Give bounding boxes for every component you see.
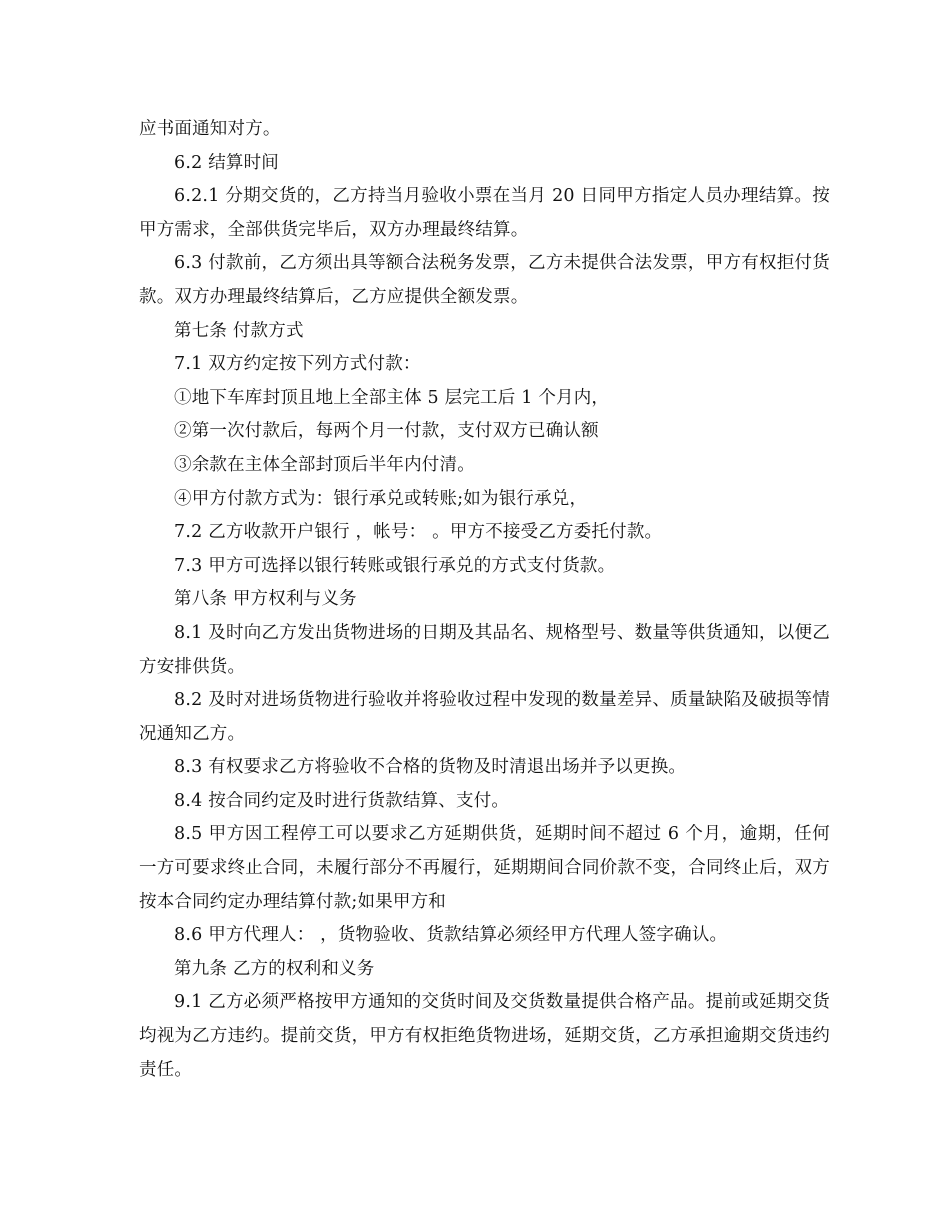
paragraph-7-3: 7.3 甲方可选择以银行转账或银行承兑的方式支付货款。 <box>174 555 616 576</box>
paragraph-7-2: 7.2 乙方收款开户银行 ，帐号： 。甲方不接受乙方委托付款。 <box>174 522 663 543</box>
paragraph-8-5: 8.5 甲方因工程停工可以要求乙方延期供货，延期时间不超过 6 个月，逾期，任何一方可要求终止合同，未履行部分不再履行，延期期间合同价款不变，合同终止后，双方按本合同约定办理结算付款;如果甲方和 <box>139 824 830 912</box>
paragraph-9-1: 9.1 乙方必须严格按甲方通知的交货时间及交货数量提供合格产品。提前或延期交货均视为乙方违约。提前交货，甲方有权拒绝货物进场，延期交货，乙方承担逾期交货违约责任。 <box>139 992 830 1080</box>
list-item-7-1-4: ④甲方付款方式为：银行承兑或转账;如为银行承兑， <box>174 488 588 509</box>
paragraph-6-2-1: 6.2.1 分期交货的，乙方持当月验收小票在当月 20 日同甲方指定人员办理结算。按甲方需求，全部供货完毕后，双方办理最终结算。 <box>139 186 830 240</box>
paragraph-8-4: 8.4 按合同约定及时进行货款结算、支付。 <box>174 790 510 811</box>
paragraph-8-1: 8.1 及时向乙方发出货物进场的日期及其品名、规格型号、数量等供货通知，以便乙方安排供货。 <box>139 622 830 677</box>
section-heading-6-2: 6.2 结算时间 <box>174 152 279 173</box>
document-body <box>139 113 830 1087</box>
article-heading-9: 第九条 乙方的权利和义务 <box>174 958 375 979</box>
paragraph-notice-continuation: 应书面通知对方。 <box>139 119 281 139</box>
paragraph-6-3: 6.3 付款前，乙方须出具等额合法税务发票，乙方未提供合法发票，甲方有权拒付货款。双方办理最终结算后，乙方应提供全额发票。 <box>139 253 830 307</box>
paragraph-7-1: 7.1 双方约定按下列方式付款： <box>174 354 421 375</box>
paragraph-8-2: 8.2 及时对进场货物进行验收并将验收过程中发现的数量差异、质量缺陷及破损等情况通知乙方。 <box>139 690 830 744</box>
list-item-7-1-1: ①地下车库封顶且地上全部主体 5 层完工后 1 个月内， <box>174 387 610 408</box>
paragraph-8-3: 8.3 有权要求乙方将验收不合格的货物及时清退出场并予以更换。 <box>174 757 687 778</box>
list-item-7-1-2: ②第一次付款后，每两个月一付款，支付双方已确认额 <box>174 421 599 442</box>
article-heading-7: 第七条 付款方式 <box>174 320 304 341</box>
list-item-7-1-3: ③余款在主体全部封顶后半年内付清。 <box>174 454 475 475</box>
article-heading-8: 第八条 甲方权利与义务 <box>174 589 357 610</box>
paragraph-8-6: 8.6 甲方代理人： ，货物验收、货款结算必须经甲方代理人签字确认。 <box>174 925 728 946</box>
